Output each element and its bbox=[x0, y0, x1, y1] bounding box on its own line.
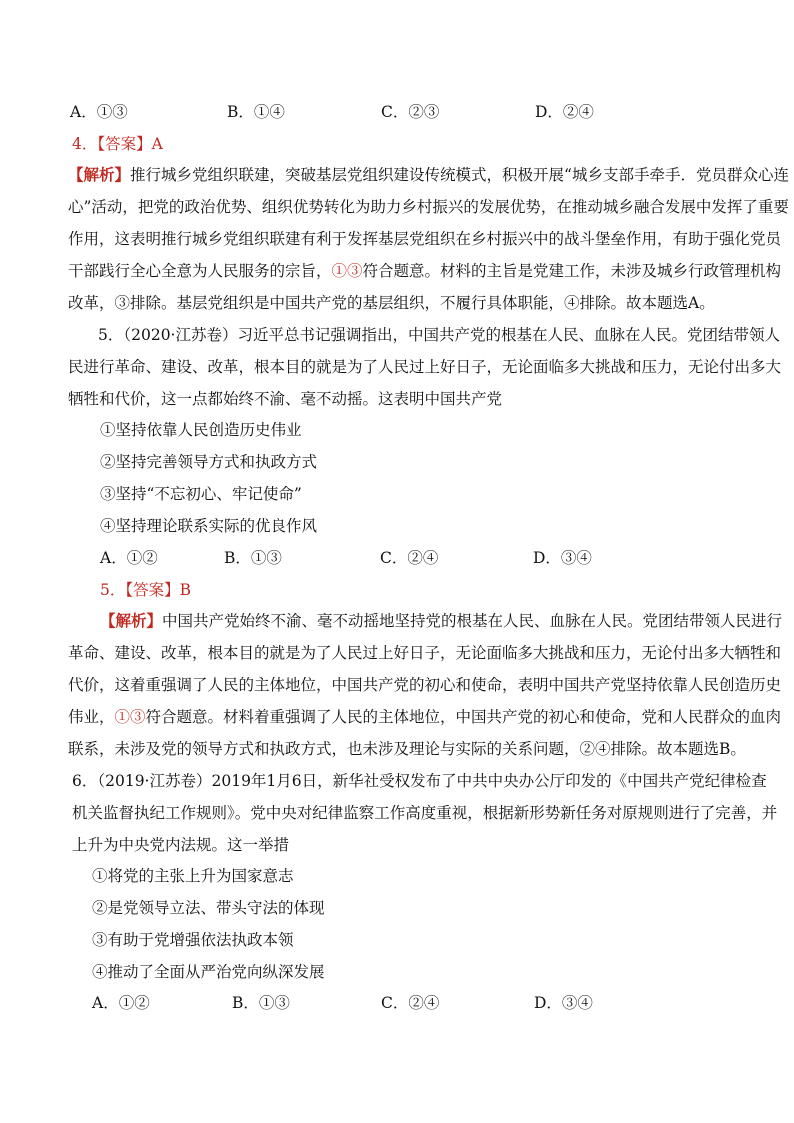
question-5-stem-line-2: 民进行革命、建设、改革，根本目的就是为了人民过上好日子，无论面临多大挑战和压力，无论付出多大 bbox=[68, 358, 782, 376]
q3-option-c: C．②③ bbox=[381, 103, 440, 121]
q3-option-d: D．②④ bbox=[535, 103, 594, 121]
text: 符合题意。材料着重强调了人民的主体地位，中国共产党的初心和使命，党和人民群众的血肉 bbox=[145, 708, 782, 726]
question-5-item-1: ①坚持依靠人民创造历史伟业 bbox=[100, 421, 302, 439]
q6-options bbox=[92, 993, 732, 1013]
answer-4-explanation-line-5: 改革，③排除。基层党组织是中国共产党的基层组织，不履行具体职能，④排除。故本题选A。 bbox=[68, 294, 715, 312]
text: 伟业， bbox=[68, 708, 115, 726]
q5-option-c: C．②④ bbox=[380, 549, 439, 567]
question-6-item-3: ③有助于党增强依法执政本领 bbox=[92, 931, 294, 949]
q5-option-d: D．③④ bbox=[533, 549, 592, 567]
answer-5-explanation-line-4 bbox=[68, 707, 781, 727]
explanation-tag: 【解析】 bbox=[68, 165, 131, 184]
question-6-stem-line-3: 上升为中央党内法规。这一举措 bbox=[72, 836, 290, 854]
q5-option-a: A．①② bbox=[100, 549, 158, 567]
text: 符合题意。材料的主旨是党建工作，未涉及城乡行政管理机构 bbox=[362, 262, 782, 280]
question-6-item-2: ②是党领导立法、带头守法的体现 bbox=[92, 899, 325, 917]
q6-option-d: D．③④ bbox=[534, 994, 593, 1012]
q5-options bbox=[100, 548, 720, 568]
q6-option-b: B．①③ bbox=[232, 994, 290, 1012]
question-5-item-2: ②坚持完善领导方式和执政方式 bbox=[100, 453, 318, 471]
question-5-item-3: ③坚持“不忘初心、牢记使命” bbox=[100, 485, 302, 503]
q3-options bbox=[70, 102, 710, 122]
question-6-stem-line-2: 机关监督执纪工作规则》。党中央对纪律监察工作高度重视，根据新形势新任务对原规则进行了完善，并 bbox=[72, 804, 778, 822]
question-5-stem-line-3: 牺牲和代价，这一点都始终不渝、毫不动摇。这表明中国共产党 bbox=[68, 390, 503, 408]
text: 干部践行全心全意为人民服务的宗旨， bbox=[68, 262, 332, 280]
answer-5-explanation-line-3: 代价，这着重强调了人民的主体地位，中国共产党的初心和使命，表明中国共产党坚持依靠人民创造历史 bbox=[68, 676, 782, 694]
answer-4-heading: 4．【答案】A bbox=[72, 135, 163, 153]
question-5-item-4: ④坚持理论联系实际的优良作风 bbox=[100, 517, 318, 535]
question-6-stem-line-1: 6．（2019·江苏卷）2019年1月6日，新华社受权发布了中共中央办公厅印发的《中国共产党纪律检查 bbox=[72, 772, 767, 790]
answer-4-explanation-line-2: 心”活动，把党的政治优势、组织优势转化为助力乡村振兴的发展优势，在推动城乡融合发展中发挥了重要 bbox=[68, 198, 789, 216]
highlighted-options: ①③ bbox=[114, 708, 146, 726]
q3-option-b: B．①④ bbox=[227, 103, 285, 121]
answer-5-explanation-line-2: 革命、建设、改革，根本目的就是为了人民过上好日子，无论面临多大挑战和压力，无论付出多大牺牲和 bbox=[68, 644, 782, 662]
highlighted-options: ①③ bbox=[331, 262, 363, 280]
explanation-tag: 【解析】 bbox=[100, 611, 163, 630]
answer-5-explanation-line-1 bbox=[100, 611, 782, 631]
question-6-item-4: ④推动了全面从严治党向纵深发展 bbox=[92, 963, 325, 981]
answer-5-explanation-line-5: 联系，未涉及党的领导方式和执政方式，也未涉及理论与实际的关系问题，②④排除。故本题选B。 bbox=[68, 740, 746, 758]
q6-option-c: C．②④ bbox=[381, 994, 440, 1012]
text: 推行城乡党组织联建，突破基层党组织建设传统模式，积极开展“城乡支部手牵手．党员群众心连 bbox=[130, 166, 789, 184]
answer-4-explanation-line-3: 作用，这表明推行城乡党组织联建有利于发挥基层党组织在乡村振兴中的战斗堡垒作用，有助于强化党员 bbox=[68, 230, 782, 248]
question-6-item-1: ①将党的主张上升为国家意志 bbox=[92, 867, 294, 885]
question-5-stem-line-1: 5．（2020·江苏卷）习近平总书记强调指出，中国共产党的根基在人民、血脉在人民。党团结带领人 bbox=[98, 326, 780, 344]
q3-option-a: A．①③ bbox=[70, 103, 128, 121]
q6-option-a: A．①② bbox=[92, 994, 150, 1012]
answer-4-explanation-line-4 bbox=[68, 261, 781, 281]
q5-option-b: B．①③ bbox=[224, 549, 282, 567]
answer-5-heading: 5．【答案】B bbox=[100, 581, 192, 599]
text: 中国共产党始终不渝、毫不动摇地坚持党的根基在人民、血脉在人民。党团结带领人民进行 bbox=[162, 612, 783, 630]
answer-4-explanation-line-1 bbox=[68, 165, 789, 185]
